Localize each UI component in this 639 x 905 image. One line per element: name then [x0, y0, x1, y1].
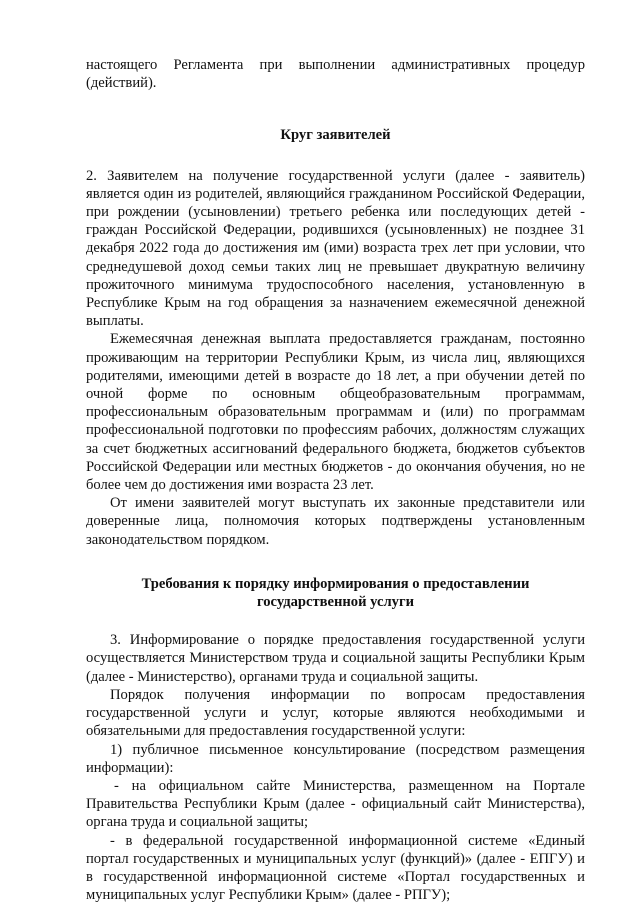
intro-paragraph: настоящего Регламента при выполнении административных процедур (действий). [86, 57, 585, 92]
paragraph-informing-procedure: Порядок получения информации по вопросам предоставления государственной услуги и услуг, которые являются необходимыми и обязательными для предоставления государственной услуги: [86, 686, 585, 740]
paragraph-monthly-payment: Ежемесячная денежная выплата предоставляется гражданам, постоянно проживающим на территории Республики Крым, из числа лиц, являющихся родителями, имеющими детей в возрасте до 18 лет, а при обучении детей по очной форме по основным общеобразовательным программам, профессиональным образовательным программам и (или) по программам профессиональной подготовки по профессиям рабочих, должностям служащих за счет бюджетных ассигнований федерального бюджета, бюджетов субъектов Российской Федерации или местных бюджетов - до окончания обучения, но не более чем до достижения ими возраста 23 лет. [86, 331, 585, 494]
paragraph-applicant-definition: 2. Заявителем на получение государственной услуги (далее - заявитель) является один из родителей, являющийся гражданином Российской Федерации, при рождении (усыновлении) третьего ребенка или последующих детей - граждан Российской Федерации, родившихся (усыновленных) не позднее 31 декабря 2022 года до достижения им (ими) возраста трех лет при условии, что среднедушевой доход семьи таких лиц не превышает двукратную величину прожиточного минимума трудоспособного населения, установленную в Республике Крым на год обращения за назначением ежемесячной денежной выплаты. [86, 167, 585, 330]
paragraph-informing-ministry: 3. Информирование о порядке предоставления государственной услуги осуществляется Министерством труда и социальной защиты Республики Крым (далее - Министерство), органами труда и социальной защиты. [86, 632, 585, 685]
list-item-epgu-rpgu: - в федеральной государственной информационной системе «Единый портал государственных и муниципальных услуг (функций)» (далее - ЕПГУ) и в государственной информационной системе «Портал государственных и муниципальных услуг Республики Крым» (далее - РПГУ); [86, 832, 585, 904]
document-page [86, 56, 585, 904]
section-title-applicants: Круг заявителей [280, 127, 391, 144]
list-item-public-written: 1) публичное письменное консультирование (посредством размещения информации): [86, 741, 585, 776]
section-title-informing [86, 575, 585, 611]
section-title-informing-line1: Требования к порядку информирования о предоставлении [141, 575, 530, 592]
paragraph-representatives: От имени заявителей могут выступать их законные представители или доверенные лица, полномочия которых подтверждены установленным законодательством порядком. [86, 495, 585, 548]
list-item-official-site: - на официальном сайте Министерства, размещенном на Портале Правительства Республики Крым (далее - официальный сайт Министерства), органа труда и социальной защиты; [86, 777, 585, 831]
section-title-informing-line2: государственной услуги [256, 594, 415, 611]
